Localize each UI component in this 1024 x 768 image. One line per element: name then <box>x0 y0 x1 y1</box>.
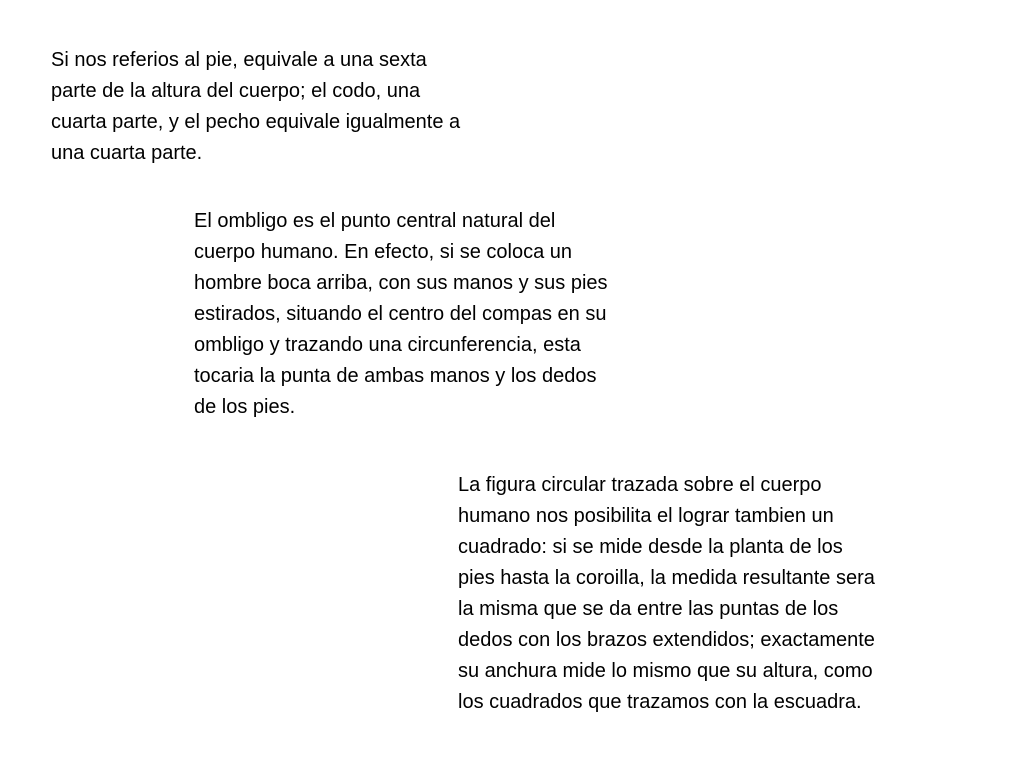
paragraph-navel-circle: El ombligo es el punto central natural del cuerpo humano. En efecto, si se coloca un hombre boca arriba, con sus manos y sus pies estirados, situando el centro del compas en su ombligo y trazando una circunferencia, esta tocaria la punta de ambas manos y los dedos de los pies. <box>194 210 608 418</box>
paragraph-square-figure: La figura circular trazada sobre el cuerpo humano nos posibilita el lograr tambien un cuadrado: si se mide desde la planta de los pies hasta la coroilla, la medida resultante sera la misma que se da entre las puntas de los dedos con los brazos extendidos; exactamente su anchura mide lo mismo que su altura, como los cuadrados que trazamos con la escuadra. <box>458 474 875 713</box>
paragraph-foot-proportions: Si nos referios al pie, equivale a una sexta parte de la altura del cuerpo; el codo, una cuarta parte, y el pecho equivale igualmente a una cuarta parte. <box>51 49 461 164</box>
